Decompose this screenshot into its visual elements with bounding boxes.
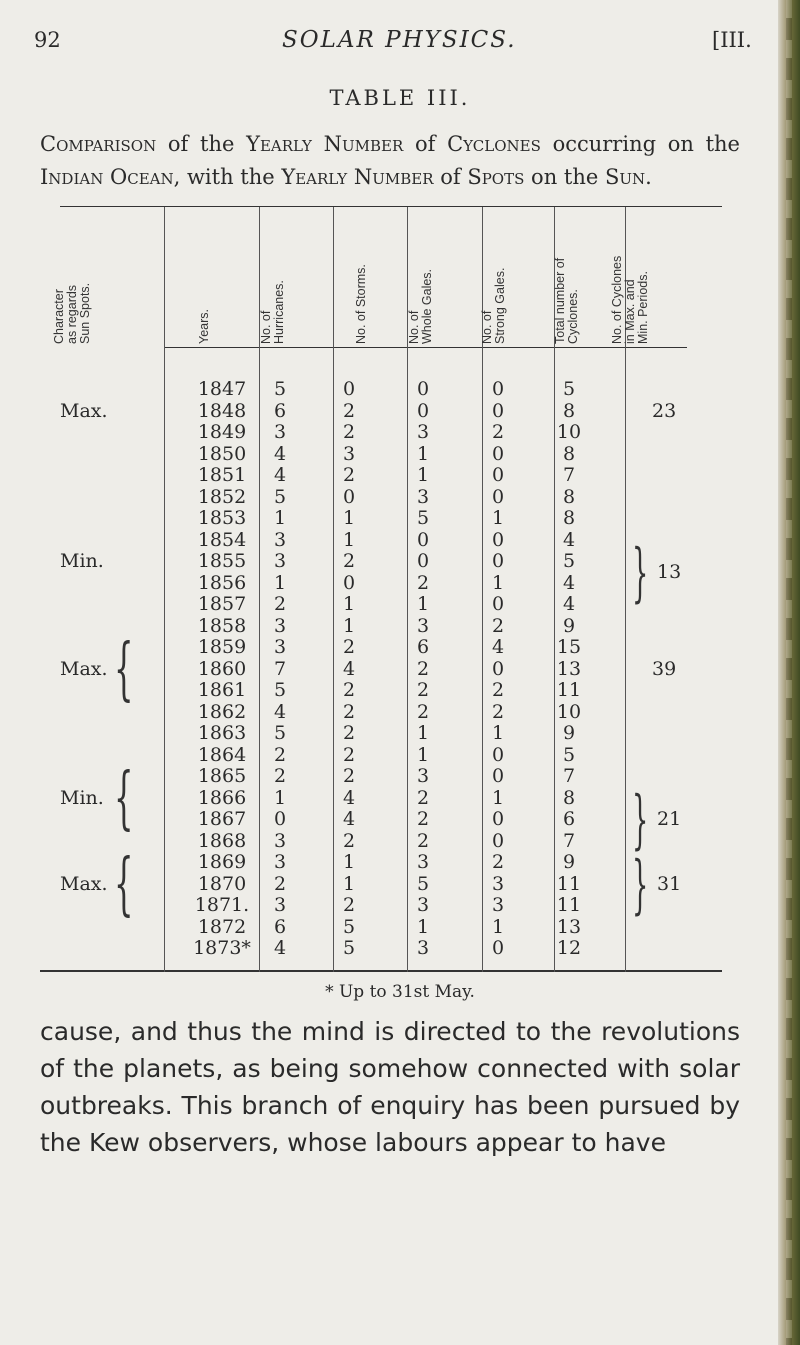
total-cyclones-cell: 9: [562, 614, 576, 637]
hurricanes-cell: 4: [273, 464, 287, 486]
whole-gales-cell: 2: [416, 829, 430, 852]
storms-cell: 2: [342, 700, 356, 723]
storms-cell: 3: [342, 442, 356, 465]
storms-cell: 2: [342, 743, 356, 766]
whole-gales-cell: 3: [416, 937, 430, 959]
strong-gales-cell: 1: [491, 507, 505, 529]
period-total-value: 39: [652, 657, 677, 680]
total-cyclones-cell: 5: [562, 550, 576, 572]
total-cyclones-cell: 11: [556, 679, 582, 701]
total-cyclones-cell: 8: [562, 399, 576, 422]
total-cyclones-cell: 8: [562, 442, 576, 465]
hurricanes-cell: 1: [273, 571, 287, 594]
strong-gales-cell: 3: [491, 872, 505, 895]
whole-gales-cell: 1: [416, 442, 430, 465]
strong-gales-cell: 0: [491, 829, 505, 852]
storms-cell: 2: [342, 679, 356, 701]
strong-gales-cell: 0: [491, 378, 505, 400]
period-total-value: 23: [652, 399, 677, 422]
hurricanes-cell: 3: [273, 829, 287, 852]
storms-cell: 4: [342, 808, 356, 830]
column-divider: [164, 207, 165, 972]
total-cyclones-cell: 8: [562, 485, 576, 508]
hurricanes-cell: 3: [273, 550, 287, 572]
storms-cell: 1: [342, 593, 356, 615]
year-cell: 1857: [197, 593, 247, 615]
total-cyclones-cell: 9: [562, 722, 576, 744]
period-brace: {: [114, 758, 134, 838]
strong-gales-cell: 0: [491, 464, 505, 486]
whole-gales-cell: 2: [416, 571, 430, 594]
year-cell: 1856: [197, 571, 247, 594]
year-cell: 1861: [197, 679, 247, 701]
strong-gales-cell: 2: [491, 679, 505, 701]
total-cyclones-cell: 7: [562, 829, 576, 852]
year-cell: 1855: [197, 550, 247, 572]
total-cyclones-cell: 5: [562, 378, 576, 400]
year-cell: 1871.: [194, 894, 250, 916]
hurricanes-cell: 3: [273, 614, 287, 637]
total-cyclones-cell: 10: [556, 700, 582, 723]
total-cyclones-cell: 13: [556, 915, 582, 938]
strong-gales-cell: 4: [491, 636, 505, 658]
year-cell: 1870: [197, 872, 247, 895]
whole-gales-cell: 5: [416, 872, 430, 895]
storms-cell: 2: [342, 765, 356, 787]
year-cell: 1869: [197, 851, 247, 873]
table-top-rule: [60, 206, 722, 207]
year-cell: 1862: [197, 700, 247, 723]
whole-gales-cell: 3: [416, 421, 430, 443]
sunspot-character-label: Max.: [60, 872, 108, 895]
strong-gales-cell: 1: [491, 722, 505, 744]
storms-cell: 4: [342, 786, 356, 809]
hurricanes-cell: 4: [273, 442, 287, 465]
body-paragraph: cause, and thus the mind is directed to the revolutions of the planets, as being somehow connected with solar outbreaks. This branch of enquiry has been pursued by the Kew observers, whose labours appear to have: [40, 1017, 740, 1157]
year-cell: 1847: [197, 378, 247, 400]
hurricanes-cell: 2: [273, 765, 287, 787]
year-cell: 1865: [197, 765, 247, 787]
storms-cell: 1: [342, 507, 356, 529]
total-cyclones-cell: 11: [556, 894, 582, 916]
total-cyclones-cell: 6: [562, 808, 576, 830]
whole-gales-cell: 1: [416, 464, 430, 486]
storms-cell: 5: [342, 937, 356, 959]
year-cell: 1866: [197, 786, 247, 809]
strong-gales-cell: 0: [491, 808, 505, 830]
table-caption: Comparison of the Yearly Number of Cyclones occurring on the Indian Ocean, with the Yearly Number of Spots on the Sun.: [40, 132, 740, 189]
whole-gales-cell: 3: [416, 851, 430, 873]
whole-gales-cell: 3: [416, 485, 430, 508]
hurricanes-cell: 5: [273, 378, 287, 400]
hurricanes-cell: 0: [273, 808, 287, 830]
strong-gales-cell: 0: [491, 593, 505, 615]
whole-gales-cell: 6: [416, 636, 430, 658]
strong-gales-cell: 0: [491, 442, 505, 465]
total-cyclones-cell: 10: [556, 421, 582, 443]
storms-cell: 5: [342, 915, 356, 938]
hurricanes-cell: 6: [273, 399, 287, 422]
strong-gales-cell: 0: [491, 550, 505, 572]
chapter-mark: [III.: [712, 28, 752, 52]
storms-cell: 2: [342, 636, 356, 658]
year-cell: 1868: [197, 829, 247, 852]
total-cyclones-cell: 11: [556, 872, 582, 895]
year-cell: 1854: [197, 528, 247, 551]
hurricanes-cell: 4: [273, 937, 287, 959]
total-cyclones-cell: 13: [556, 657, 582, 680]
sunspot-character-label: Min.: [60, 550, 104, 572]
strong-gales-cell: 0: [491, 743, 505, 766]
strong-gales-cell: 3: [491, 894, 505, 916]
year-cell: 1853: [197, 507, 247, 529]
whole-gales-cell: 0: [416, 528, 430, 551]
whole-gales-cell: 1: [416, 743, 430, 766]
period-total-value: 31: [657, 872, 682, 895]
period-total-brace: }: [632, 783, 649, 857]
strong-gales-cell: 1: [491, 786, 505, 809]
page-number: 92: [34, 28, 61, 52]
hurricanes-cell: 2: [273, 743, 287, 766]
total-cyclones-cell: 8: [562, 507, 576, 529]
year-cell: 1864: [197, 743, 247, 766]
strong-gales-cell: 0: [491, 657, 505, 680]
whole-gales-cell: 2: [416, 808, 430, 830]
whole-gales-cell: 3: [416, 894, 430, 916]
sunspot-character-label: Max.: [60, 399, 108, 422]
hurricanes-cell: 5: [273, 485, 287, 508]
sunspot-character-label: Min.: [60, 786, 104, 809]
sunspot-character-label: Max.: [60, 657, 108, 680]
strong-gales-cell: 0: [491, 485, 505, 508]
period-total-value: 21: [657, 808, 682, 830]
strong-gales-cell: 2: [491, 421, 505, 443]
total-cyclones-cell: 9: [562, 851, 576, 873]
strong-gales-cell: 0: [491, 528, 505, 551]
strong-gales-cell: 0: [491, 765, 505, 787]
total-cyclones-cell: 4: [562, 593, 576, 615]
hurricanes-cell: 3: [273, 636, 287, 658]
period-total-value: 13: [657, 560, 682, 583]
hurricanes-cell: 3: [273, 851, 287, 873]
year-cell: 1849: [197, 421, 247, 443]
total-cyclones-cell: 5: [562, 743, 576, 766]
storms-cell: 1: [342, 872, 356, 895]
storms-cell: 2: [342, 399, 356, 422]
storms-cell: 1: [342, 851, 356, 873]
storms-cell: 2: [342, 550, 356, 572]
whole-gales-cell: 3: [416, 614, 430, 637]
storms-cell: 2: [342, 722, 356, 744]
strong-gales-cell: 0: [491, 399, 505, 422]
hurricanes-cell: 2: [273, 872, 287, 895]
running-head: SOLAR PHYSICS.: [282, 27, 517, 53]
storms-cell: 4: [342, 657, 356, 680]
table-title: TABLE III.: [329, 86, 471, 110]
table-footnote: * Up to 31st May.: [325, 982, 475, 1002]
storms-cell: 0: [342, 485, 356, 508]
whole-gales-cell: 1: [416, 915, 430, 938]
whole-gales-cell: 2: [416, 700, 430, 723]
hurricanes-cell: 3: [273, 894, 287, 916]
period-total-brace: }: [632, 847, 649, 922]
year-cell: 1852: [197, 485, 247, 508]
year-cell: 1872: [197, 915, 247, 938]
storms-cell: 2: [342, 464, 356, 486]
whole-gales-cell: 2: [416, 679, 430, 701]
whole-gales-cell: 0: [416, 399, 430, 422]
whole-gales-cell: 2: [416, 786, 430, 809]
hurricanes-cell: 2: [273, 593, 287, 615]
hurricanes-cell: 5: [273, 722, 287, 744]
period-brace: {: [114, 629, 134, 709]
hurricanes-cell: 3: [273, 421, 287, 443]
year-cell: 1860: [197, 657, 247, 680]
storms-cell: 0: [342, 571, 356, 594]
storms-cell: 2: [342, 894, 356, 916]
page-edge: [778, 0, 800, 1345]
hurricanes-cell: 7: [273, 657, 287, 680]
strong-gales-cell: 1: [491, 571, 505, 594]
period-brace: {: [114, 844, 134, 924]
total-cyclones-cell: 4: [562, 528, 576, 551]
strong-gales-cell: 2: [491, 700, 505, 723]
year-cell: 1848: [197, 399, 247, 422]
year-cell: 1873*: [193, 937, 251, 959]
strong-gales-cell: 2: [491, 614, 505, 637]
total-cyclones-cell: 7: [562, 464, 576, 486]
storms-cell: 1: [342, 614, 356, 637]
total-cyclones-cell: 7: [562, 765, 576, 787]
total-cyclones-cell: 15: [556, 636, 582, 658]
total-cyclones-cell: 8: [562, 786, 576, 809]
whole-gales-cell: 5: [416, 507, 430, 529]
storms-cell: 2: [342, 829, 356, 852]
year-cell: 1851: [197, 464, 247, 486]
hurricanes-cell: 1: [273, 507, 287, 529]
total-cyclones-cell: 4: [562, 571, 576, 594]
year-cell: 1859: [197, 636, 247, 658]
total-cyclones-cell: 12: [556, 937, 582, 959]
year-cell: 1863: [197, 722, 247, 744]
whole-gales-cell: 1: [416, 722, 430, 744]
strong-gales-cell: 2: [491, 851, 505, 873]
strong-gales-cell: 0: [491, 937, 505, 959]
year-cell: 1858: [197, 614, 247, 637]
hurricanes-cell: 3: [273, 528, 287, 551]
storms-cell: 2: [342, 421, 356, 443]
whole-gales-cell: 0: [416, 550, 430, 572]
storms-cell: 0: [342, 378, 356, 400]
page-header: [0, 28, 770, 58]
hurricanes-cell: 1: [273, 786, 287, 809]
hurricanes-cell: 4: [273, 700, 287, 723]
storms-cell: 1: [342, 528, 356, 551]
whole-gales-cell: 1: [416, 593, 430, 615]
year-cell: 1867: [197, 808, 247, 830]
hurricanes-cell: 6: [273, 915, 287, 938]
strong-gales-cell: 1: [491, 915, 505, 938]
table-header-rule: [164, 347, 687, 348]
year-cell: 1850: [197, 442, 247, 465]
period-total-brace: }: [632, 535, 649, 610]
whole-gales-cell: 3: [416, 765, 430, 787]
whole-gales-cell: 0: [416, 378, 430, 400]
hurricanes-cell: 5: [273, 679, 287, 701]
table-bottom-rule: [40, 970, 722, 972]
whole-gales-cell: 2: [416, 657, 430, 680]
